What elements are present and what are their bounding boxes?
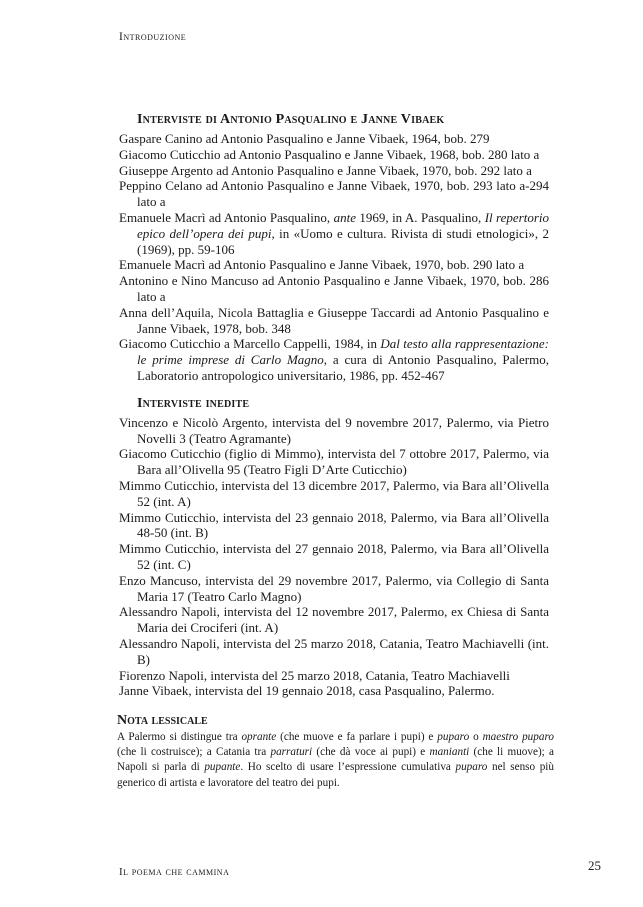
- bibliography-entry: Giacomo Cuticchio ad Antonio Pasqualino e Janne Vibaek, 1968, bob. 280 lato a: [119, 146, 540, 162]
- running-header: Introduzione: [119, 31, 187, 43]
- bibliography-entry: Mimmo Cuticchio, intervista del 23 gennaio 2018, Palermo, via Bara all’Olivella 48-50 (int. B): [119, 509, 549, 541]
- bibliography-entry: Mimmo Cuticchio, intervista del 27 gennaio 2018, Palermo, via Bara all’Olivella 52 (int. C): [119, 541, 549, 572]
- bibliography-entry: Giacomo Cuticchio a Marcello Cappelli, 1984, in Dal testo alla rappresentazione: le prime imprese di Carlo Magno, a cura di Antonio Pasqualino, Palermo, Laboratorio antropologico universitario, 1986, pp. 452-467: [119, 336, 550, 383]
- bibliography-entry: Mimmo Cuticchio, intervista del 13 dicembre 2017, Palermo, via Bara all’Olivella 52 (int. A): [119, 477, 549, 509]
- bibliography-entry: Gaspare Canino ad Antonio Pasqualino e Janne Vibaek, 1964, bob. 279: [119, 131, 490, 146]
- bibliography-entry: Emanuele Macrì ad Antonio Pasqualino e Janne Vibaek, 1970, bob. 290 lato a: [119, 257, 525, 273]
- running-footer: Il poema che cammina: [119, 866, 230, 878]
- section-title-interviste-pv: Interviste di Antonio Pasqualino e Janne Vibaek: [137, 112, 445, 127]
- bibliography-entry: Peppino Celano ad Antonio Pasqualino e Janne Vibaek, 1970, bob. 293 lato a-294 lato a: [119, 178, 549, 210]
- page-number: 25: [588, 858, 601, 873]
- bibliography-entry: Anna dell’Aquila, Nicola Battaglia e Giuseppe Taccardi ad Antonio Pasqualino e Janne Vibaek, 1978, bob. 348: [119, 304, 549, 336]
- bibliography-entry: Enzo Mancuso, intervista del 29 novembre 2017, Palermo, via Collegio di Santa Maria 17 (Teatro Carlo Magno): [119, 572, 549, 604]
- bibliography-entry: Alessandro Napoli, intervista del 12 novembre 2017, Palermo, ex Chiesa di Santa Maria dei Crociferi (int. A): [119, 604, 549, 636]
- lexical-note-body: A Palermo si distingue tra oprante (che muove e fa parlare i pupi) e puparo o maestro puparo (che li costruisce); a Catania tra parraturi (che dà voce ai pupi) e manianti (che li muove); a Napoli si parla di pupante. Ho scelto di usare l’espressione cumulativa puparo nel senso più generico di artista e lavoratore del teatro dei pupi.: [117, 731, 555, 789]
- bibliography-entry: Emanuele Macrì ad Antonio Pasqualino, ante 1969, in A. Pasqualino, Il repertorio epico dell’opera dei pupi, in «Uomo e cultura. Rivista di studi etnologici», 2 (1969), pp. 59-106: [119, 209, 550, 257]
- bibliography-entry: Janne Vibaek, intervista del 19 gennaio 2018, casa Pasqualino, Palermo.: [119, 683, 495, 699]
- section-title-interviste-inedite: Interviste inedite: [137, 395, 250, 411]
- bibliography-entry: Fiorenzo Napoli, intervista del 25 marzo 2018, Catania, Teatro Machiavelli: [119, 667, 510, 683]
- bibliography-entry: Vincenzo e Nicolò Argento, intervista del 9 novembre 2017, Palermo, via Pietro Novelli 3 (Teatro Agramante): [119, 414, 549, 446]
- bibliography-entry: Antonino e Nino Mancuso ad Antonio Pasqualino e Janne Vibaek, 1970, bob. 286 lato a: [119, 273, 549, 304]
- bibliography-section: [119, 112, 549, 699]
- lexical-note: [117, 713, 554, 791]
- bibliography-entry: Giacomo Cuticchio (figlio di Mimmo), intervista del 7 ottobre 2017, Palermo, via Bara all’Olivella 95 (Teatro Figli D’Arte Cuticchio): [119, 446, 549, 478]
- bibliography-entry: Giuseppe Argento ad Antonio Pasqualino e Janne Vibaek, 1970, bob. 292 lato a: [119, 162, 532, 178]
- bibliography-entry: Alessandro Napoli, intervista del 25 marzo 2018, Catania, Teatro Machiavelli (int. B): [119, 635, 549, 667]
- lexical-note-title: Nota lessicale: [117, 713, 208, 728]
